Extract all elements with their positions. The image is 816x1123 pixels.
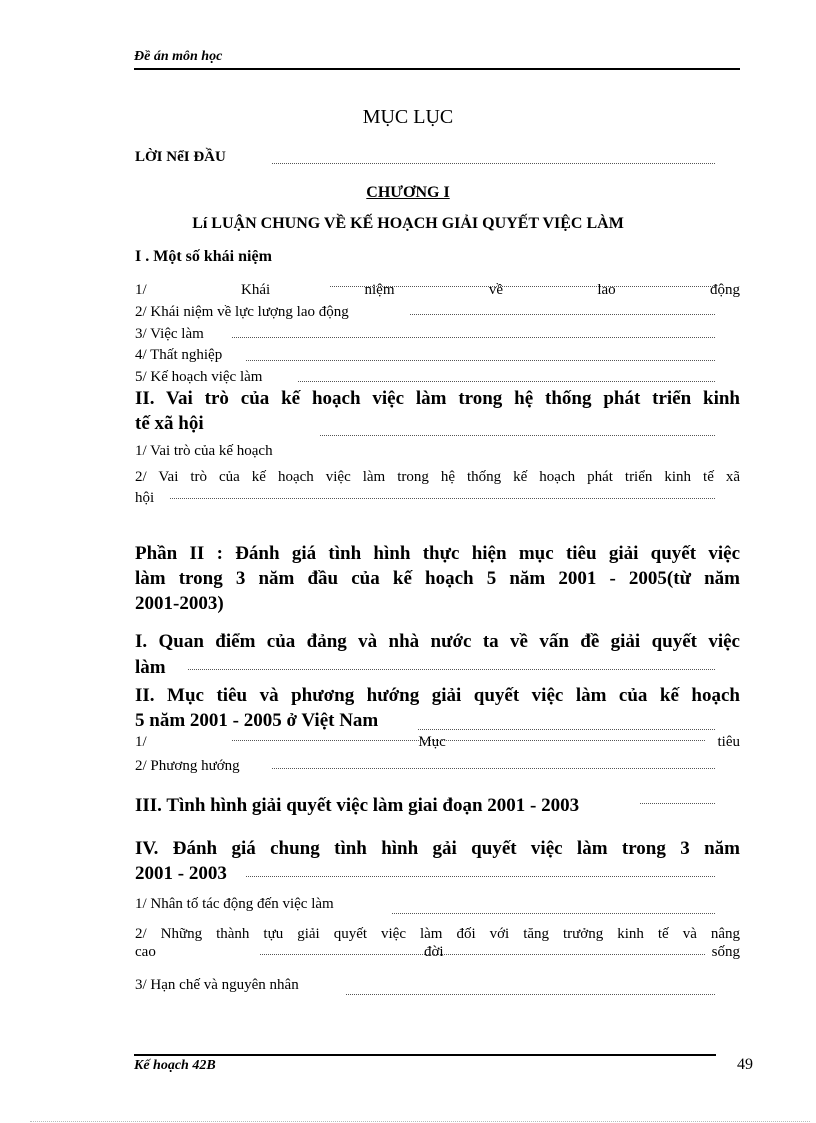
section-heading: I . Một số khái niệm bbox=[135, 248, 272, 265]
leader-dots bbox=[272, 768, 715, 769]
section-heading-cont: 5 năm 2001 - 2005 ở Việt Nam bbox=[135, 710, 379, 731]
header-rule bbox=[134, 68, 740, 70]
word: tiêu bbox=[717, 734, 740, 750]
toc-entry: 3/ Hạn chế và nguyên nhân bbox=[135, 977, 299, 993]
leader-dots bbox=[640, 803, 715, 804]
preface-entry: LỜI NểI ĐẦU bbox=[135, 149, 226, 165]
word: 1/ bbox=[135, 282, 147, 298]
leader-dots bbox=[246, 360, 715, 361]
section-heading: II. Mục tiêu và phương hướng giải quyết việc làm của kế hoạch bbox=[135, 685, 740, 706]
leader-dots bbox=[410, 314, 715, 315]
toc-entry-justified bbox=[135, 282, 740, 299]
toc-entry: 2/ Phương hướng bbox=[135, 758, 240, 774]
section-heading: III. Tình hình giải quyết việc làm giai đoạn 2001 - 2003 bbox=[135, 795, 580, 816]
toc-entry: 1/ Vai trò của kế hoạch bbox=[135, 443, 273, 459]
toc-heading: MỤC LỤC bbox=[362, 106, 454, 128]
page-edge-dots bbox=[30, 1121, 810, 1122]
word: Khái bbox=[241, 282, 271, 298]
toc-entry: 2/ Khái niệm về lực lượng lao động bbox=[135, 304, 349, 320]
word: cao bbox=[135, 944, 156, 960]
leader-dots bbox=[232, 740, 705, 741]
running-header: Đề án môn học bbox=[134, 49, 223, 64]
page-number: 49 bbox=[737, 1056, 753, 1073]
word: về bbox=[488, 282, 503, 298]
word: lao bbox=[597, 282, 616, 298]
leader-dots bbox=[320, 435, 715, 436]
leader-dots bbox=[246, 876, 715, 877]
section-heading-cont: 2001 - 2003 bbox=[135, 863, 227, 884]
toc-entry: 5/ Kế hoạch việc làm bbox=[135, 369, 263, 385]
toc-entry: 1/ Nhân tố tác động đến việc làm bbox=[135, 896, 334, 912]
leader-dots bbox=[346, 994, 715, 995]
footer-text: Kế hoạch 42B bbox=[134, 1058, 216, 1073]
toc-entry: 2/ Vai trò của kế hoạch việc làm trong hệ thống kế hoạch phát triển kinh tế xã bbox=[135, 469, 740, 485]
leader-dots bbox=[232, 337, 715, 338]
leader-dots bbox=[188, 669, 715, 670]
section-heading-cont: tế xã hội bbox=[135, 413, 204, 434]
chapter-title: Lí LUẬN CHUNG VỀ KẾ HOẠCH GIẢI QUYẾT VIỆC LÀM bbox=[192, 215, 624, 232]
section-heading: II. Vai trò của kế hoạch việc làm trong hệ thống phát triển kinh bbox=[135, 388, 740, 409]
toc-entry: 3/ Việc làm bbox=[135, 326, 204, 342]
word: đời bbox=[423, 944, 444, 960]
toc-entry: 2/ Những thành tựu giải quyết việc làm đối với tăng trưởng kinh tế và nâng bbox=[135, 926, 740, 942]
part-heading-cont: làm trong 3 năm đầu của kế hoạch 5 năm 2001 - 2005(từ năm bbox=[135, 568, 740, 589]
word: động bbox=[709, 282, 740, 298]
toc-entry: 4/ Thất nghiệp bbox=[135, 347, 223, 363]
chapter-label: CHƯƠNG I bbox=[366, 184, 450, 201]
section-heading: I. Quan điểm của đảng và nhà nước ta về vấn đề giải quyết việc bbox=[135, 631, 740, 652]
toc-entry-cont: hội bbox=[135, 490, 155, 506]
toc-entry-justified bbox=[135, 944, 740, 961]
leader-dots bbox=[298, 381, 715, 382]
word: 1/ bbox=[135, 734, 147, 750]
footer-rule bbox=[134, 1054, 716, 1056]
toc-entry-justified bbox=[135, 734, 740, 751]
leader-dots bbox=[418, 729, 715, 730]
preface-leader bbox=[272, 163, 715, 164]
leader-dots bbox=[260, 954, 705, 955]
word: sống bbox=[711, 944, 740, 960]
section-heading: IV. Đánh giá chung tình hình gải quyết việc làm trong 3 năm bbox=[135, 838, 740, 859]
part-heading: Phần II : Đánh giá tình hình thực hiện mục tiêu giải quyết việc bbox=[135, 543, 740, 564]
word: Mục bbox=[418, 734, 446, 750]
leader-dots bbox=[330, 286, 715, 287]
leader-dots bbox=[392, 913, 715, 914]
section-heading-cont: làm bbox=[135, 657, 166, 678]
leader-dots bbox=[170, 498, 715, 499]
word: niệm bbox=[364, 282, 395, 298]
part-heading-cont: 2001-2003) bbox=[135, 593, 224, 614]
